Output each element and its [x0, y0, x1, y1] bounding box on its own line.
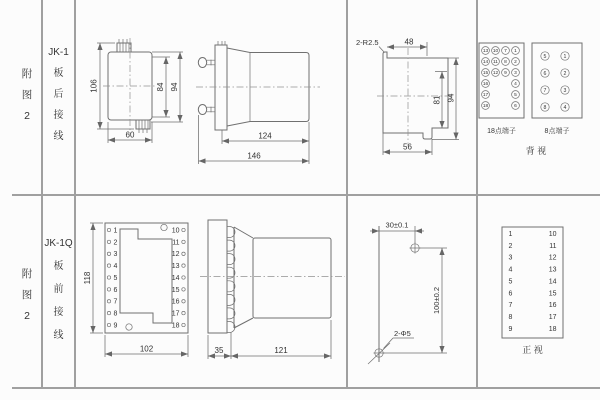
dim-102: 102: [139, 344, 154, 354]
wiring-char: 板: [53, 68, 64, 79]
table-left-column: [509, 231, 513, 333]
dim-81: 81: [432, 95, 442, 105]
jk1q-socket-front-drawing: [80, 206, 210, 384]
terminal-number: 11: [549, 242, 557, 250]
terminal-number: 2: [508, 242, 513, 250]
dim-56: 56: [403, 142, 412, 152]
table-right-column: [549, 231, 557, 333]
terminal-number: 4: [113, 263, 118, 270]
terminal-number: 10: [171, 227, 180, 235]
front-view-table: [495, 220, 600, 370]
terminal-number: 5: [113, 274, 118, 282]
terminal-number: 5: [514, 93, 517, 99]
terminal-number: 14: [548, 278, 557, 286]
terminal-number: 12: [492, 71, 499, 77]
terminal-block-8: [532, 43, 582, 118]
dim-118: 118: [83, 271, 92, 285]
jk1-front-view-drawing: [85, 18, 195, 178]
mounting-screw-bottom: [198, 105, 215, 115]
terminal-number: 11: [172, 239, 180, 247]
terminal-number: 7: [543, 87, 547, 94]
terminal-number: 18: [482, 104, 489, 110]
terminal-number: 9: [504, 71, 507, 77]
terminal-number: 3: [113, 251, 118, 259]
terminal-number: 8: [113, 310, 118, 318]
terminal-number: 1: [508, 231, 513, 238]
wiring-char: 板: [53, 261, 64, 272]
terminal-number: 15: [171, 286, 180, 294]
jk1q-socket-side-drawing: [195, 206, 350, 384]
rear-view-label: 背 视: [525, 146, 547, 156]
rear-view-panel: [476, 30, 600, 165]
model-name: JK-1: [48, 47, 69, 58]
dim-84: 84: [156, 82, 165, 92]
terminal-number: 5: [508, 278, 513, 286]
terminal-number: 13: [482, 49, 489, 55]
terminal-number: 3: [563, 87, 567, 94]
terminal-number: 6: [514, 104, 517, 110]
dim-146: 146: [247, 151, 261, 161]
terminal-number: 16: [548, 302, 557, 310]
fig-char: 图: [21, 289, 33, 301]
model-label-row2: [42, 232, 75, 347]
terminal-number: 4: [514, 82, 517, 88]
terminal-number: 17: [171, 310, 180, 318]
mounting-screw-top: [198, 58, 215, 68]
fig-char: 附: [21, 268, 33, 280]
fig-char: 2: [24, 310, 30, 322]
terminal-number: 6: [543, 70, 547, 77]
terminal-number: 17: [548, 314, 557, 322]
terminal-number: 18: [548, 326, 557, 333]
wiring-char: 前: [53, 284, 64, 295]
dim-48: 48: [404, 37, 414, 47]
mounting-hole: [126, 324, 132, 330]
model-label-row1: [43, 42, 74, 147]
dim-35: 35: [214, 346, 224, 355]
terminal-block-18-label: 18点端子: [487, 128, 516, 135]
terminal-number: 7: [113, 298, 118, 306]
wiring-char: 接: [53, 307, 64, 318]
fig-label-row1: [10, 64, 44, 127]
panel-cutout-drawing: [353, 22, 468, 172]
socket-side-outline: [200, 220, 345, 333]
terminal-number: 5: [543, 53, 547, 60]
dimensions: [370, 221, 442, 354]
drilling-plan-drawing: [350, 206, 480, 384]
terminal-column-left: [107, 227, 117, 329]
terminal-number: 7: [508, 302, 513, 310]
terminal-number: 8: [508, 314, 513, 322]
dim-holes: 2-Φ5: [394, 329, 411, 338]
dim-124: 124: [258, 131, 272, 141]
grid-hline-bottom: [12, 387, 600, 389]
terminal-number: 11: [493, 60, 498, 66]
terminal-number: 7: [504, 49, 507, 55]
dim-60: 60: [125, 130, 135, 140]
terminal-number: 15: [548, 290, 557, 298]
cutout-outline: [377, 48, 454, 146]
dim-94: 94: [446, 93, 456, 103]
terminal-number: 1: [514, 49, 517, 55]
terminal-column-right: [172, 227, 185, 329]
terminal-number: 2: [514, 60, 517, 66]
terminal-number: 10: [548, 231, 557, 238]
terminal-number: 14: [482, 60, 489, 66]
grid-hline-middle: [12, 194, 600, 196]
wiring-char: 线: [53, 330, 64, 341]
dim-121: 121: [274, 346, 288, 355]
dim-radius: 2-R2.5: [356, 38, 379, 47]
terminal-number: 3: [514, 71, 517, 77]
terminal-number: 6: [113, 286, 118, 294]
jk1-side-view-drawing: [192, 18, 327, 183]
dim-106: 106: [89, 79, 99, 93]
terminal-number: 13: [171, 263, 180, 270]
terminal-number: 12: [548, 254, 557, 262]
terminal-number: 13: [548, 266, 557, 274]
terminal-number: 9: [113, 322, 118, 330]
terminal-number: 3: [508, 254, 513, 262]
fig-char: 2: [24, 110, 30, 122]
terminal-number: 4: [563, 104, 567, 111]
fig-char: 附: [21, 68, 33, 80]
terminal-number: 6: [508, 290, 513, 298]
terminal-block-18: [479, 43, 524, 118]
terminal-number: 2: [563, 70, 567, 77]
terminal-number: 1: [563, 53, 567, 60]
terminal-number: 1: [113, 227, 118, 235]
terminal-number: 4: [508, 266, 513, 274]
terminal-number: 12: [171, 251, 180, 259]
wiring-char: 接: [53, 110, 64, 121]
fig-char: 图: [21, 89, 33, 101]
terminal-number: 15: [482, 71, 489, 77]
terminal-number: 10: [492, 49, 499, 55]
terminal-number: 16: [482, 82, 489, 88]
terminal-number: 8: [504, 60, 507, 66]
mounting-hole: [161, 224, 167, 230]
terminal-number: 16: [171, 298, 180, 306]
dimensions: [208, 320, 331, 359]
terminal-number: 9: [508, 326, 513, 333]
fig-label-row2: [10, 264, 44, 327]
terminal-block-8-label: 8点端子: [544, 128, 570, 135]
front-view-label: 正 视: [522, 345, 543, 355]
terminal-number: 18: [171, 322, 180, 330]
terminal-number: 8: [543, 104, 547, 111]
relay-case-outline: [103, 38, 157, 134]
model-name: JK-1Q: [44, 238, 73, 249]
dim-100: 100±0.2: [432, 286, 441, 315]
wiring-char: 后: [53, 89, 64, 100]
dim-30: 30±0.1: [385, 220, 409, 230]
terminal-number: 2: [113, 239, 118, 247]
terminal-number: 17: [482, 93, 489, 99]
terminal-number: 14: [171, 274, 180, 282]
relay-side-outline: [196, 41, 320, 130]
dim-94: 94: [170, 82, 179, 92]
wiring-char: 线: [53, 131, 64, 142]
